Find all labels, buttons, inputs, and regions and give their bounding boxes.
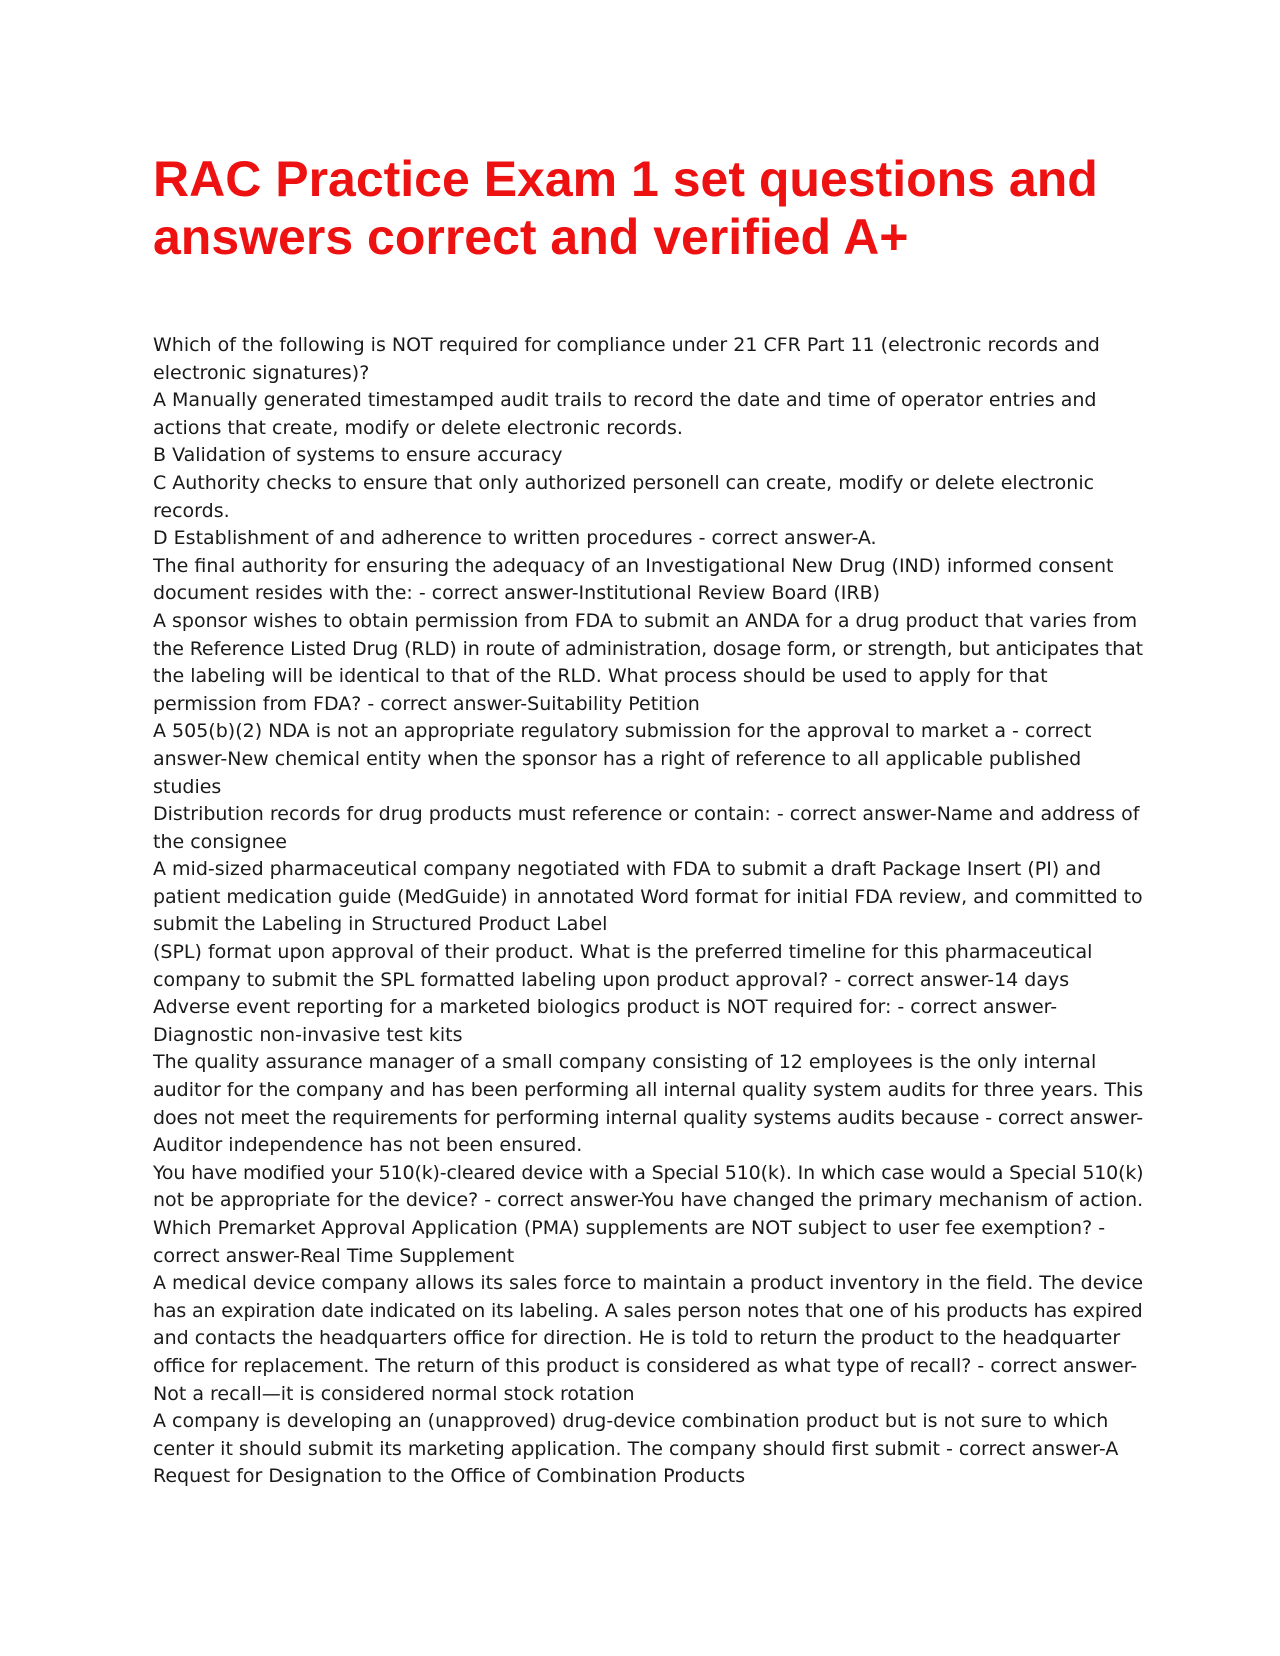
body-line: records.: [153, 499, 230, 522]
body-line: A sponsor wishes to obtain permission from FDA to submit an ANDA for a drug product that varies from: [153, 609, 1138, 632]
body-line: Adverse event reporting for a marketed biologics product is NOT required for: - correct answer-: [153, 996, 1058, 1019]
body-line: not be appropriate for the device? - correct answer-You have changed the primary mechanism of action.: [153, 1189, 1144, 1212]
body-line: A 505(b)(2) NDA is not an appropriate regulatory submission for the approval to market a - correct: [153, 720, 1092, 743]
body-line: submit the Labeling in Structured Product Label: [153, 913, 608, 936]
body-line: B Validation of systems to ensure accuracy: [153, 444, 563, 467]
body-line: the Reference Listed Drug (RLD) in route of administration, dosage form, or strength, but anticipates that: [153, 637, 1143, 660]
body-line: Which of the following is NOT required for compliance under 21 CFR Part 11 (electronic records and: [153, 334, 1100, 356]
body-line: does not meet the requirements for performing internal quality systems audits because - correct answer-: [153, 1106, 1143, 1129]
body-line: A Manually generated timestamped audit trails to record the date and time of operator entries and: [153, 389, 1097, 412]
title-line: RAC Practice Exam 1 set questions and: [153, 151, 1098, 207]
body-line: Which Premarket Approval Application (PMA) supplements are NOT subject to user fee exemption? -: [153, 1217, 1106, 1239]
body-line: Diagnostic non-invasive test kits: [153, 1023, 463, 1046]
body-line: actions that create, modify or delete electronic records.: [153, 416, 683, 439]
body-line: permission from FDA? - correct answer-Suitability Petition: [153, 692, 700, 715]
body-line: patient medication guide (MedGuide) in annotated Word format for initial FDA review, and committed to: [153, 885, 1143, 908]
body-line: has an expiration date indicated on its labeling. A sales person notes that one of his products has expired: [153, 1299, 1143, 1322]
body-line: answer-New chemical entity when the sponsor has a right of reference to all applicable published: [153, 747, 1082, 770]
body-line: Request for Designation to the Office of Combination Products: [153, 1465, 746, 1488]
body-line: The final authority for ensuring the adequacy of an Investigational New Drug (IND) informed consent: [153, 554, 1114, 577]
body-line: document resides with the: - correct answer-Institutional Review Board (IRB): [153, 582, 881, 605]
document-body: [153, 332, 1143, 1491]
body-line: The quality assurance manager of a small company consisting of 12 employees is the only internal: [153, 1051, 1097, 1074]
body-line: A mid-sized pharmaceutical company negotiated with FDA to submit a draft Package Insert (PI) and: [153, 858, 1102, 881]
body-line: D Establishment of and adherence to written procedures - correct answer-A.: [153, 527, 877, 550]
body-line: the consignee: [153, 830, 287, 853]
body-line: You have modified your 510(k)-cleared device with a Special 510(k). In which case would a Special 510(k): [153, 1161, 1144, 1184]
body-line: auditor for the company and has been performing all internal quality system audits for three years. This: [153, 1079, 1144, 1102]
body-line: and contacts the headquarters office for direction. He is told to return the product to the headquarter: [153, 1327, 1121, 1350]
body-line: the labeling will be identical to that of the RLD. What process should be used to apply for that: [153, 665, 1048, 688]
body-line: electronic signatures)?: [153, 361, 370, 384]
body-line: Auditor independence has not been ensured.: [153, 1134, 583, 1157]
body-line: C Authority checks to ensure that only authorized personell can create, modify or delete electronic: [153, 471, 1095, 494]
body-line: A company is developing an (unapproved) drug-device combination product but is not sure to which: [153, 1410, 1109, 1433]
document-title: [153, 150, 1143, 266]
body-line: Not a recall—it is considered normal stock rotation: [153, 1382, 635, 1405]
body-line: center it should submit its marketing application. The company should first submit - correct answer-A: [153, 1437, 1119, 1460]
body-line: correct answer-Real Time Supplement: [153, 1244, 515, 1267]
document-page: [153, 150, 1143, 1491]
body-line: studies: [153, 775, 222, 798]
body-line: company to submit the SPL formatted labeling upon product approval? - correct answer-14 days: [153, 968, 1070, 991]
title-line: answers correct and verified A+: [153, 209, 909, 265]
body-line: (SPL) format upon approval of their product. What is the preferred timeline for this pharmaceutical: [153, 941, 1093, 964]
body-line: Distribution records for drug products must reference or contain: - correct answer-Name and address of: [153, 803, 1140, 826]
body-line: office for replacement. The return of this product is considered as what type of recall? - correct answer-: [153, 1354, 1138, 1377]
body-line: A medical device company allows its sales force to maintain a product inventory in the field. The device: [153, 1272, 1144, 1295]
